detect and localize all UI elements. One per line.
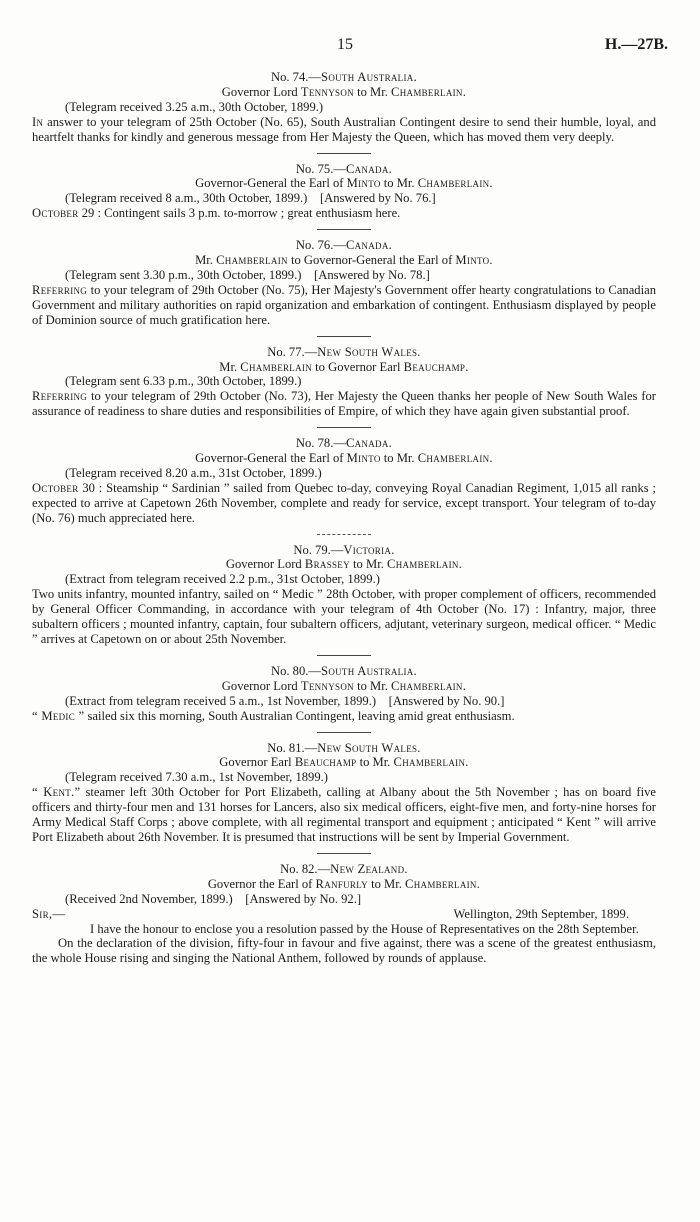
telegram-info: (Extract from telegram received 2.2 p.m., 31st October, 1899.) — [65, 572, 380, 587]
divider — [317, 534, 371, 535]
entry-parties: Governor Earl Beauchamp to Mr. Chamberlain. — [219, 755, 469, 770]
document-body — [32, 70, 656, 966]
telegram-entry — [32, 436, 656, 525]
entry-parties: Governor Lord Brassey to Mr. Chamberlain. — [225, 557, 463, 572]
telegram-entry — [32, 345, 656, 420]
entry-parties: Governor-General the Earl of Minto to Mr. Chamberlain. — [195, 451, 493, 466]
entry-parties: Governor-General the Earl of Minto to Mr. Chamberlain. — [195, 176, 493, 191]
entry-heading: No. 81.—New South Wales. — [267, 740, 421, 755]
entry-heading: No. 82.—New Zealand. — [280, 861, 408, 876]
letter-head — [32, 907, 656, 922]
entry-text: October 30 : Steamship “ Sardinian ” sailed from Quebec to-day, conveying Royal Canadian Regiment, 1,015 all ranks ; expected to arrive at Capetown 26th November, complete and ready for service, except transport. Your telegram of to-day (No. 76) much appreciated here. — [32, 480, 656, 525]
letter-paragraph: I have the honour to enclose you a resolution passed by the House of Representatives on the 28th September. — [90, 921, 639, 936]
telegram-info: (Telegram received 3.25 a.m., 30th October, 1899.) — [65, 99, 324, 114]
entry-parties: Governor Lord Tennyson to Mr. Chamberlain. — [221, 84, 467, 99]
dateline: Wellington, 29th September, 1899. — [453, 906, 629, 921]
divider — [317, 655, 371, 656]
entry-text: Two units infantry, mounted infantry, sailed on “ Medic ” 28th October, with proper complement of officers, recommended by General Officer Commanding, in accordance with your telegram of 4th October (No. 17) : Infantry, major, three subaltern officers ; mounted infantry, captain, four subaltern officers, adjutant, veterinary surgeon, medical officer. “ Medic ” arrives at Capetown on or about 25th November. — [32, 587, 656, 646]
divider — [317, 153, 371, 154]
divider — [317, 732, 371, 733]
entry-heading: No. 79.—Victoria. — [293, 542, 395, 557]
entry-text: Referring to your telegram of 29th October (No. 75), Her Majesty's Government offer hearty congratulations to Canadian Government and military authorities on rapid organization and embarkation of contingent. Enthusiasm displayed by people of Dominion source of much gratification here. — [32, 282, 656, 327]
page-number: 15 — [337, 36, 353, 53]
telegram-info: (Extract from telegram received 5 a.m., 1st November, 1899.) [Answered by No. 90.] — [65, 693, 505, 708]
telegram-info: (Telegram received 8 a.m., 30th October, 1899.) [Answered by No. 76.] — [65, 191, 436, 206]
entry-heading: No. 74.—South Australia. — [270, 70, 418, 84]
entry-heading: No. 77.—New South Wales. — [267, 344, 421, 359]
letter-entry — [32, 862, 656, 966]
telegram-entry — [32, 741, 656, 845]
entry-heading: No. 75.—Canada. — [295, 161, 393, 176]
document-reference: H.—27B. — [604, 36, 668, 53]
salutation: Sir,— — [32, 906, 66, 921]
divider — [317, 229, 371, 230]
entry-text: “ Kent.” steamer left 30th October for Port Elizabeth, calling at Albany about the 5th November ; has on board five officers and thirty-four men and 131 horses for Lancers, also six medical officers, eight-five men, and forty-nine horses for Army Medical Staff Corps ; above complete, with all regimental transport and equipment ; anticipated “ Kent ” will arrive Port Elizabeth about 26th November. It is presumed that instructions will be sent by Imperial Government. — [32, 785, 657, 844]
entry-text: October 29 : Contingent sails 3 p.m. to-morrow ; great enthusiasm here. — [32, 206, 401, 221]
telegram-entry — [32, 664, 656, 724]
entry-heading: No. 80.—South Australia. — [270, 663, 418, 678]
telegram-entry — [32, 70, 656, 145]
entry-text: Referring to your telegram of 29th October (No. 73), Her Majesty the Queen thanks her people of New South Wales for assurance of readiness to share duties and responsibilities of Empire, of which they have again given substantial proof. — [32, 389, 656, 419]
entry-text: “ Medic ” sailed six this morning, South Australian Contingent, leaving amid great enthusiasm. — [32, 708, 515, 723]
telegram-entry — [32, 238, 656, 327]
entry-parties: Mr. Chamberlain to Governor Earl Beauchamp. — [219, 359, 469, 374]
divider — [317, 427, 371, 428]
page-header — [0, 36, 700, 56]
letter-paragraph: On the declaration of the division, fifty-four in favour and five against, there was a scene of the greatest enthusiasm, the whole House rising and singing the National Anthem, followed by rounds of applause. — [32, 936, 656, 966]
telegram-info: (Telegram sent 3.30 p.m., 30th October, 1899.) [Answered by No. 78.] — [65, 267, 430, 282]
telegram-entry — [32, 543, 656, 647]
entry-text: In answer to your telegram of 25th October (No. 65), South Australian Contingent desire to send their humble, loyal, and heartfelt thanks for kindly and generous message from Her Majesty the Queen, which has moved them very deeply. — [32, 114, 656, 144]
entry-parties: Governor Lord Tennyson to Mr. Chamberlain. — [221, 678, 467, 693]
entry-heading: No. 78.—Canada. — [295, 436, 393, 451]
entry-parties: Governor the Earl of Ranfurly to Mr. Chamberlain. — [207, 876, 481, 891]
divider — [317, 853, 371, 854]
entry-heading: No. 76.—Canada. — [295, 238, 393, 253]
divider — [317, 336, 371, 337]
entry-parties: Mr. Chamberlain to Governor-General the Earl of Minto. — [195, 253, 493, 268]
telegram-info: (Telegram sent 6.33 p.m., 30th October, 1899.) — [65, 374, 302, 389]
telegram-info: (Received 2nd November, 1899.) [Answered by No. 92.] — [65, 891, 362, 906]
telegram-info: (Telegram received 7.30 a.m., 1st November, 1899.) — [65, 770, 328, 785]
telegram-entry — [32, 162, 656, 222]
telegram-info: (Telegram received 8.20 a.m., 31st October, 1899.) — [65, 465, 322, 480]
